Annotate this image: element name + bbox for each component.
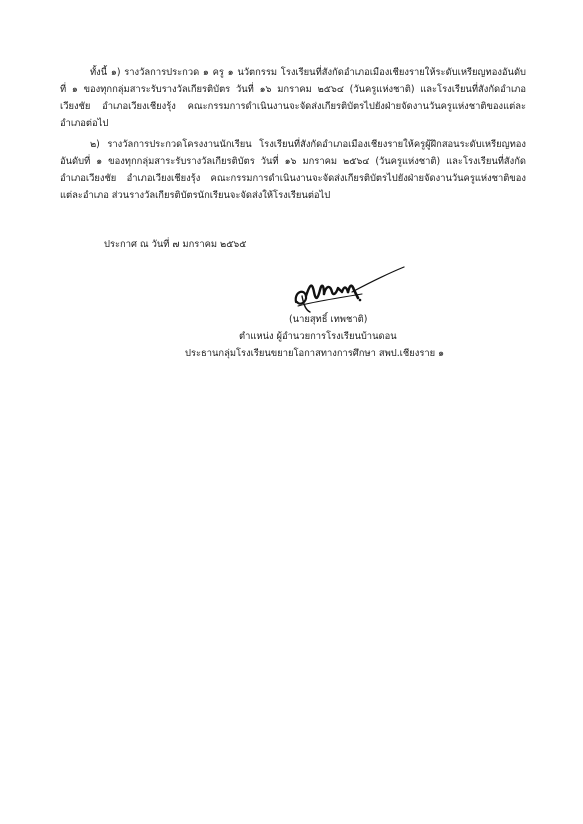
paragraph-awards-projects [60, 136, 526, 204]
signer-name: (นายสุทธิ์ เทพชาติ) [289, 314, 368, 325]
paragraph-2-text: ๒) รางวัลการประกวดโครงงานนักเรียน โรงเรียนที่สังกัดอำเภอเมืองเชียงรายให้ครูผู้ฝึกสอนระดับเหรียญทองอันดับที่ ๑ ของทุกกลุ่มสาระรับรางวัลเกียรติบัตร วันที่ ๑๖ มกราคม ๒๕๖๔ (วันครูแห่งชาติ) และโรงเรียนที่สังกัดอำเภอเวียงชัย อำเภอเวียงเชียงรุ้ง คณะกรรมการดำเนินงานจะจัดส่งเกียรติบัตรไปยังฝ่ายจัดงานวันครูแห่งชาติของแต่ละอำเภอ ส่วนรางวัลเกียรติบัตรนักเรียนจะจัดส่งให้โรงเรียนต่อไป [60, 139, 526, 201]
handwritten-signature [292, 262, 410, 318]
announce-date: ประกาศ ณ วันที่ ๗ มกราคม ๒๕๖๕ [104, 239, 247, 250]
paragraph-1-text: ทั้งนี้ ๑) รางวัลการประกวด ๑ ครู ๑ นวัตกรรม โรงเรียนที่สังกัดอำเภอเมืองเชียงรายให้ระดับเหรียญทองอันดับที่ ๑ ของทุกกลุ่มสาระรับรางวัลเกียรติบัตร วันที่ ๑๖ มกราคม ๒๕๖๔ (วันครูแห่งชาติ) และโรงเรียนที่สังกัดอำเภอเวียงชัย อำเภอเวียงเชียงรุ้ง คณะกรรมการดำเนินงานจะจัดส่งเกียรติบัตรไปยังฝ่ายจัดงานวันครูแห่งชาติของแต่ละอำเภอต่อไป [60, 67, 526, 129]
paragraph-awards-innovation [60, 64, 526, 132]
signer-position: ตำแหน่ง ผู้อำนวยการโรงเรียนบ้านดอน [239, 331, 397, 342]
signer-title: ประธานกลุ่มโรงเรียนขยายโอกาสทางการศึกษา สพป.เชียงราย ๑ [185, 348, 445, 359]
